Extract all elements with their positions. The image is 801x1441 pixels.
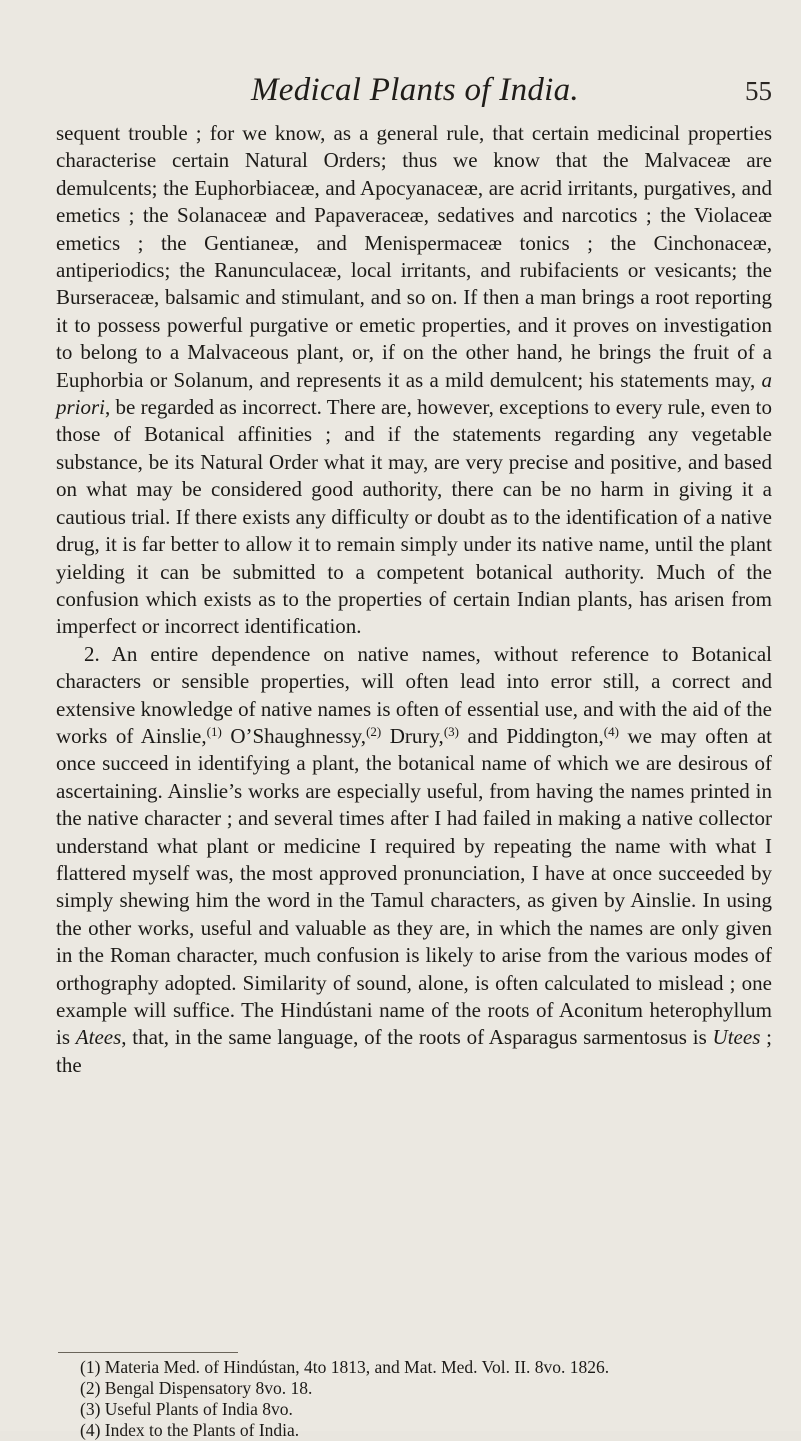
paragraph-2-text-a: 2. An entire dependence on native names, without reference to Botanical characters or sensible properties, will often lead into error still, a correct and extensive knowledge of native names is often of essential use, and with the aid of the works of Ainslie, (56, 641, 772, 748)
footnote-ref-3: (3) (443, 723, 459, 739)
footnote-3: (3) Useful Plants of India 8vo. (80, 1399, 293, 1419)
paragraph-2-text-d: and Piddington, (458, 723, 604, 748)
paragraph-1 (56, 120, 772, 641)
page-header (58, 72, 772, 116)
paragraph-2 (56, 641, 772, 1080)
paragraph-1-text-b: , be regarded as incorrect. There are, however, exceptions to every rule, even to those of Botanical affinities ; and if the statements regarding any vegetable substance, be its Natural Order what it may, are very precise and positive, and based on what may be considered good authority, there can be no harm in giving it a cautious trial. If there exists any difficulty or doubt as to the identification of a native drug, it is far better to allow it to remain simply under its native name, until the plant yielding it can be submitted to a competent botanical authority. Much of the confusion which exists as to the properties of certain Indian plants, has arisen from imperfect or incorrect identification. (56, 395, 772, 639)
footnote-ref-2: (2) (366, 723, 382, 739)
footnote-ref-4: (4) (603, 723, 619, 739)
paragraph-2-italic-atees: Atees (75, 1025, 122, 1050)
paragraph-1-italic: a priori (56, 367, 772, 420)
paragraph-2-text-c: Drury, (381, 723, 444, 748)
paragraph-1-text-a: sequent trouble ; for we know, as a general rule, that certain medicinal properties characterise certain Natural Orders; thus we know that the Malvaceæ are demulcents; the Euphorbiaceæ, and Apocyanaceæ, are acrid irritants, purgatives, and emetics ; the Solanaceæ and Papaveraceæ, sedatives and narcotics ; the Violaceæ emetics ; the Gentianeæ, and Menispermaceæ tonics ; the Cinchonaceæ, antiperiodics; the Ranunculaceæ, local irritants, and rubifacients or vesicants; the Burseraceæ, balsamic and stimulant, and so on. If then a man brings a root reporting it to possess powerful purgative or emetic properties, and it proves on investigation to belong to a Malvaceous plant, or, if on the other hand, he brings the fruit of a Euphorbia or Solanum, and represents it as a mild demulcent; his statements may, (56, 121, 772, 392)
footnote-4: (4) Index to the Plants of India. (80, 1420, 300, 1440)
paragraph-2-text-f: , that, in the same language, of the roots of Asparagus sarmentosus is (121, 1025, 713, 1050)
paragraph-2-text-b: O’Shaughnessy, (221, 723, 367, 748)
paragraph-2-text-e: we may often at once succeed in identifying a plant, the botanical name of which we are desirous of ascertaining. Ainslie’s works are especially useful, from having the names printed in the native character ; and several times after I had failed in making a native collector understand what plant or medicine I required by repeating the name with what I flattered myself was, the most approved pronunciation, I have at once succeeded by simply shewing him the word in the Tamul characters, as given by Ainslie. In using the other works, useful and valuable as they are, in which the names are only given in the Roman character, much confusion is likely to arise from the various modes of orthography adopted. Similarity of sound, alone, is often calculated to mislead ; one example will suffice. The Hindústani name of the roots of Aconitum heterophyllum is (56, 723, 773, 1050)
body-text (56, 120, 772, 1079)
paragraph-2-text-g: ; the (56, 1025, 772, 1077)
running-title: Medical Plants of India. (251, 72, 579, 108)
footnotes (80, 1357, 770, 1441)
footnote-2: (2) Bengal Dispensatory 8vo. 18. (80, 1378, 313, 1398)
footnote-1: (1) Materia Med. of Hindústan, 4to 1813, and Mat. Med. Vol. II. 8vo. 1826. (80, 1357, 610, 1377)
page-number: 55 (745, 76, 772, 106)
footnote-ref-1: (1) (206, 723, 222, 739)
paragraph-2-italic-utees: Utees (712, 1025, 761, 1050)
footnote-divider (58, 1352, 238, 1353)
